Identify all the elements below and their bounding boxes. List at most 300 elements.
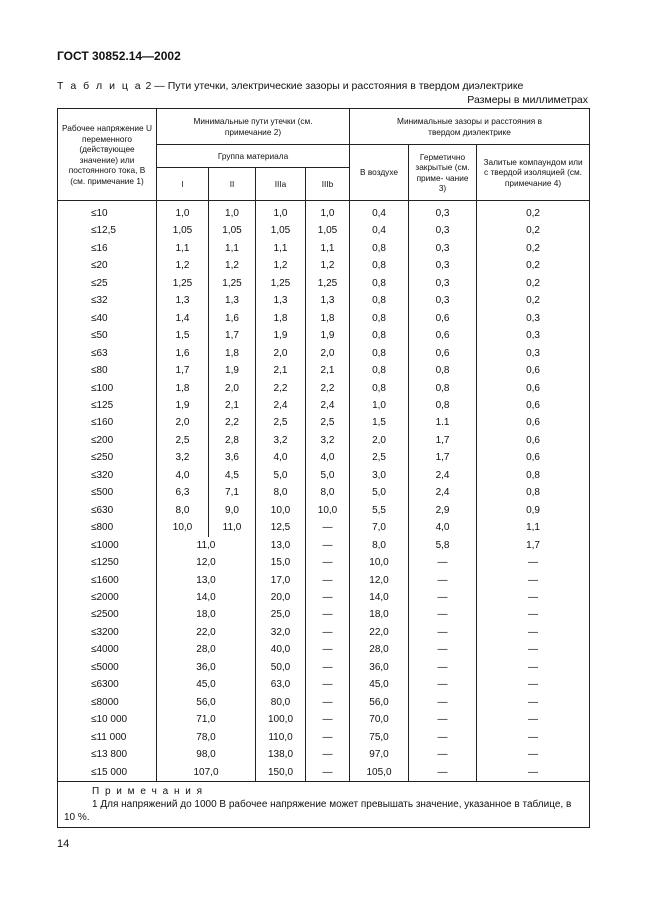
- cell-group-iiib: —: [306, 729, 350, 746]
- cell-group-i-ii: 98,0: [157, 746, 256, 763]
- cell-potted: 0,3: [477, 327, 590, 344]
- cell-group-i: 3,2: [157, 449, 209, 466]
- cell-potted: 0,3: [477, 345, 590, 362]
- caption-text: 2 — Пути утечки, электрические зазоры и расстояния в твердом диэлектрике: [142, 80, 524, 92]
- cell-voltage: ≤15 000: [58, 764, 157, 782]
- cell-sealed: 1.1: [409, 414, 477, 431]
- cell-group-iiib: —: [306, 641, 350, 658]
- cell-potted: 0,6: [477, 449, 590, 466]
- cell-group-iiia: 12,5: [256, 519, 306, 536]
- cell-group-i: 2,5: [157, 432, 209, 449]
- cell-group-iiia: 80,0: [256, 694, 306, 711]
- table-body: [58, 201, 590, 782]
- cell-sealed: —: [409, 746, 477, 763]
- table-row: [58, 519, 590, 536]
- cell-in-air: 0,4: [350, 222, 409, 239]
- cell-group-ii: 2,8: [209, 432, 256, 449]
- cell-group-i: 1,5: [157, 327, 209, 344]
- notes-block: [58, 781, 590, 827]
- creepage-clearance-table: [57, 108, 590, 828]
- cell-group-iiib: 1,25: [306, 275, 350, 292]
- cell-group-iiia: 25,0: [256, 606, 306, 623]
- cell-sealed: 2,4: [409, 467, 477, 484]
- cell-group-iiib: 1,2: [306, 257, 350, 274]
- cell-potted: 0,2: [477, 240, 590, 257]
- cell-group-iiib: 1,05: [306, 222, 350, 239]
- table-row: [58, 676, 590, 693]
- cell-sealed: 0,3: [409, 275, 477, 292]
- cell-group-i: 1,1: [157, 240, 209, 257]
- cell-group-iiib: 5,0: [306, 467, 350, 484]
- cell-in-air: 2,0: [350, 432, 409, 449]
- cell-sealed: —: [409, 589, 477, 606]
- cell-group-iiib: —: [306, 764, 350, 782]
- cell-group-ii: 1,6: [209, 310, 256, 327]
- cell-group-ii: 2,0: [209, 380, 256, 397]
- cell-voltage: ≤11 000: [58, 729, 157, 746]
- cell-group-ii: 11,0: [209, 519, 256, 536]
- cell-potted: 0,9: [477, 502, 590, 519]
- cell-group-i-ii: 14,0: [157, 589, 256, 606]
- cell-potted: —: [477, 572, 590, 589]
- table-row: [58, 467, 590, 484]
- cell-voltage: ≤320: [58, 467, 157, 484]
- cell-group-iiib: —: [306, 694, 350, 711]
- cell-voltage: ≤25: [58, 275, 157, 292]
- cell-group-iiia: 20,0: [256, 589, 306, 606]
- cell-sealed: 0,8: [409, 397, 477, 414]
- cell-group-iiib: —: [306, 519, 350, 536]
- cell-in-air: 28,0: [350, 641, 409, 658]
- cell-group-iiib: 2,2: [306, 380, 350, 397]
- header-material-group: Группа материала: [157, 145, 350, 168]
- table-row: [58, 746, 590, 763]
- cell-group-iiib: —: [306, 711, 350, 728]
- cell-potted: 0,8: [477, 467, 590, 484]
- cell-in-air: 18,0: [350, 606, 409, 623]
- cell-in-air: 22,0: [350, 624, 409, 641]
- table-row: [58, 572, 590, 589]
- cell-voltage: ≤6300: [58, 676, 157, 693]
- cell-potted: 0,2: [477, 201, 590, 223]
- cell-group-iiib: —: [306, 606, 350, 623]
- cell-group-iiia: 17,0: [256, 572, 306, 589]
- cell-group-iiia: 1,8: [256, 310, 306, 327]
- cell-group-iiib: 8,0: [306, 484, 350, 501]
- cell-group-ii: 1,25: [209, 275, 256, 292]
- cell-voltage: ≤4000: [58, 641, 157, 658]
- header-clearance: Минимальные зазоры и расстояния в твердом диэлектрике: [350, 109, 590, 145]
- cell-in-air: 0,8: [350, 257, 409, 274]
- cell-voltage: ≤250: [58, 449, 157, 466]
- cell-sealed: —: [409, 606, 477, 623]
- cell-group-i: 8,0: [157, 502, 209, 519]
- cell-group-iiia: 150,0: [256, 764, 306, 782]
- cell-voltage: ≤10: [58, 201, 157, 223]
- cell-sealed: 0,6: [409, 327, 477, 344]
- cell-in-air: 12,0: [350, 572, 409, 589]
- cell-in-air: 0,8: [350, 362, 409, 379]
- cell-group-iiib: 3,2: [306, 432, 350, 449]
- cell-potted: 0,2: [477, 292, 590, 309]
- cell-potted: —: [477, 606, 590, 623]
- cell-group-i: 1,9: [157, 397, 209, 414]
- header-group-i: I: [157, 168, 209, 201]
- cell-sealed: 1,7: [409, 432, 477, 449]
- cell-in-air: 0,8: [350, 327, 409, 344]
- cell-sealed: 4,0: [409, 519, 477, 536]
- cell-potted: 0,2: [477, 257, 590, 274]
- cell-group-iiia: 2,5: [256, 414, 306, 431]
- cell-group-ii: 1,8: [209, 345, 256, 362]
- table-row: [58, 606, 590, 623]
- cell-in-air: 0,4: [350, 201, 409, 223]
- table-row: [58, 502, 590, 519]
- cell-group-iiib: —: [306, 624, 350, 641]
- cell-group-i: 4,0: [157, 467, 209, 484]
- table-row: [58, 659, 590, 676]
- cell-group-ii: 1,05: [209, 222, 256, 239]
- cell-group-iiia: 2,4: [256, 397, 306, 414]
- cell-in-air: 97,0: [350, 746, 409, 763]
- cell-group-iiib: —: [306, 537, 350, 554]
- cell-group-iiia: 5,0: [256, 467, 306, 484]
- cell-group-ii: 2,1: [209, 397, 256, 414]
- table-row: [58, 729, 590, 746]
- header-group-iiib: IIIb: [306, 168, 350, 201]
- cell-voltage: ≤800: [58, 519, 157, 536]
- cell-sealed: —: [409, 694, 477, 711]
- cell-group-iiia: 3,2: [256, 432, 306, 449]
- table-row: [58, 449, 590, 466]
- table-row: [58, 275, 590, 292]
- caption-prefix: Т а б л и ц а: [57, 80, 143, 92]
- cell-voltage: ≤1600: [58, 572, 157, 589]
- header-in-air: В воздухе: [350, 145, 409, 201]
- table-row: [58, 380, 590, 397]
- header-group-iiia: IIIa: [256, 168, 306, 201]
- cell-group-iiia: 2,0: [256, 345, 306, 362]
- cell-voltage: ≤12,5: [58, 222, 157, 239]
- table-row: [58, 414, 590, 431]
- cell-in-air: 0,8: [350, 240, 409, 257]
- cell-group-iiib: 1,3: [306, 292, 350, 309]
- cell-voltage: ≤16: [58, 240, 157, 257]
- table-row: [58, 397, 590, 414]
- cell-sealed: —: [409, 624, 477, 641]
- cell-group-i: 1,7: [157, 362, 209, 379]
- cell-group-i: 1,4: [157, 310, 209, 327]
- cell-group-ii: 1,0: [209, 201, 256, 223]
- cell-group-i-ii: 45,0: [157, 676, 256, 693]
- cell-group-ii: 1,9: [209, 362, 256, 379]
- cell-potted: 1,7: [477, 537, 590, 554]
- cell-sealed: 0,3: [409, 222, 477, 239]
- cell-group-iiib: —: [306, 554, 350, 571]
- table-row: [58, 257, 590, 274]
- cell-in-air: 14,0: [350, 589, 409, 606]
- cell-in-air: 45,0: [350, 676, 409, 693]
- cell-group-iiia: 1,3: [256, 292, 306, 309]
- cell-potted: —: [477, 746, 590, 763]
- cell-voltage: ≤32: [58, 292, 157, 309]
- table-row: [58, 240, 590, 257]
- table-row: [58, 554, 590, 571]
- cell-voltage: ≤5000: [58, 659, 157, 676]
- cell-group-i: 1,6: [157, 345, 209, 362]
- cell-sealed: —: [409, 659, 477, 676]
- cell-group-i: 1,05: [157, 222, 209, 239]
- cell-in-air: 3,0: [350, 467, 409, 484]
- cell-sealed: 2,4: [409, 484, 477, 501]
- cell-group-iiia: 8,0: [256, 484, 306, 501]
- cell-voltage: ≤125: [58, 397, 157, 414]
- cell-group-iiib: 2,5: [306, 414, 350, 431]
- cell-in-air: 1,0: [350, 397, 409, 414]
- cell-voltage: ≤1250: [58, 554, 157, 571]
- page-number: 14: [57, 838, 70, 850]
- cell-potted: —: [477, 554, 590, 571]
- table-row: [58, 641, 590, 658]
- cell-group-iiib: —: [306, 589, 350, 606]
- cell-group-iiia: 1,1: [256, 240, 306, 257]
- cell-voltage: ≤40: [58, 310, 157, 327]
- table-row: [58, 345, 590, 362]
- cell-group-iiia: 63,0: [256, 676, 306, 693]
- cell-potted: —: [477, 694, 590, 711]
- cell-group-iiia: 50,0: [256, 659, 306, 676]
- header-voltage: Рабочее напряжение U переменного (действующее значение) или постоянного тока, В (см. примечание 1): [58, 109, 157, 201]
- cell-group-iiia: 1,05: [256, 222, 306, 239]
- cell-potted: —: [477, 676, 590, 693]
- cell-voltage: ≤100: [58, 380, 157, 397]
- cell-potted: 0,2: [477, 222, 590, 239]
- cell-group-i-ii: 78,0: [157, 729, 256, 746]
- cell-voltage: ≤3200: [58, 624, 157, 641]
- cell-group-i: 10,0: [157, 519, 209, 536]
- header-group-ii: II: [209, 168, 256, 201]
- cell-in-air: 56,0: [350, 694, 409, 711]
- cell-group-ii: 4,5: [209, 467, 256, 484]
- cell-potted: —: [477, 729, 590, 746]
- cell-sealed: 5,8: [409, 537, 477, 554]
- cell-in-air: 0,8: [350, 275, 409, 292]
- table-row: [58, 589, 590, 606]
- cell-group-iiib: —: [306, 746, 350, 763]
- table-row: [58, 310, 590, 327]
- cell-group-iiib: 4,0: [306, 449, 350, 466]
- cell-in-air: 5,0: [350, 484, 409, 501]
- cell-sealed: 0,8: [409, 380, 477, 397]
- cell-group-iiia: 1,2: [256, 257, 306, 274]
- cell-voltage: ≤200: [58, 432, 157, 449]
- table-row: [58, 694, 590, 711]
- cell-voltage: ≤1000: [58, 537, 157, 554]
- cell-group-iiia: 138,0: [256, 746, 306, 763]
- table-row: [58, 222, 590, 239]
- cell-potted: —: [477, 589, 590, 606]
- cell-group-ii: 3,6: [209, 449, 256, 466]
- table-caption: [57, 80, 523, 92]
- cell-in-air: 1,5: [350, 414, 409, 431]
- cell-group-i: 1,25: [157, 275, 209, 292]
- cell-voltage: ≤13 800: [58, 746, 157, 763]
- cell-sealed: —: [409, 572, 477, 589]
- cell-group-iiia: 110,0: [256, 729, 306, 746]
- cell-sealed: 0,3: [409, 201, 477, 223]
- cell-group-i-ii: 22,0: [157, 624, 256, 641]
- cell-group-i-ii: 11,0: [157, 537, 256, 554]
- cell-voltage: ≤50: [58, 327, 157, 344]
- cell-group-iiia: 1,25: [256, 275, 306, 292]
- cell-group-i: 1,3: [157, 292, 209, 309]
- cell-group-iiib: 2,4: [306, 397, 350, 414]
- cell-group-iiia: 2,2: [256, 380, 306, 397]
- cell-group-i-ii: 28,0: [157, 641, 256, 658]
- cell-sealed: —: [409, 764, 477, 782]
- cell-group-ii: 1,3: [209, 292, 256, 309]
- cell-group-iiia: 1,9: [256, 327, 306, 344]
- table-row: [58, 432, 590, 449]
- cell-group-iiia: 40,0: [256, 641, 306, 658]
- table-row: [58, 484, 590, 501]
- header-sealed: Герметично закрытые (см. приме- чание 3): [409, 145, 477, 201]
- cell-group-i-ii: 71,0: [157, 711, 256, 728]
- cell-potted: —: [477, 624, 590, 641]
- header-creepage: Минимальные пути утечки (см. примечание 2): [157, 109, 350, 145]
- cell-potted: 0,3: [477, 310, 590, 327]
- cell-group-i-ii: 13,0: [157, 572, 256, 589]
- cell-group-iiia: 100,0: [256, 711, 306, 728]
- cell-in-air: 75,0: [350, 729, 409, 746]
- cell-group-i: 1,2: [157, 257, 209, 274]
- cell-sealed: 0,3: [409, 240, 477, 257]
- cell-group-i: 1,0: [157, 201, 209, 223]
- cell-potted: 0,2: [477, 275, 590, 292]
- cell-group-iiib: 1,1: [306, 240, 350, 257]
- cell-group-iiia: 15,0: [256, 554, 306, 571]
- header-potted: Залитые компаундом или с твердой изоляцией (см. примечание 4): [477, 145, 590, 201]
- cell-in-air: 10,0: [350, 554, 409, 571]
- cell-group-iiia: 4,0: [256, 449, 306, 466]
- table-row: [58, 537, 590, 554]
- cell-group-iiib: 10,0: [306, 502, 350, 519]
- cell-sealed: 0,8: [409, 362, 477, 379]
- cell-voltage: ≤80: [58, 362, 157, 379]
- cell-voltage: ≤8000: [58, 694, 157, 711]
- document-id: ГОСТ 30852.14—2002: [57, 49, 181, 63]
- cell-potted: —: [477, 711, 590, 728]
- cell-in-air: 0,8: [350, 345, 409, 362]
- cell-group-iiib: 2,1: [306, 362, 350, 379]
- cell-in-air: 7,0: [350, 519, 409, 536]
- cell-sealed: —: [409, 711, 477, 728]
- cell-voltage: ≤500: [58, 484, 157, 501]
- cell-voltage: ≤2000: [58, 589, 157, 606]
- table-row: [58, 292, 590, 309]
- cell-sealed: 0,6: [409, 345, 477, 362]
- cell-group-iiib: 2,0: [306, 345, 350, 362]
- cell-voltage: ≤630: [58, 502, 157, 519]
- cell-sealed: 1,7: [409, 449, 477, 466]
- cell-sealed: —: [409, 729, 477, 746]
- cell-sealed: —: [409, 641, 477, 658]
- cell-group-iiib: —: [306, 659, 350, 676]
- cell-voltage: ≤10 000: [58, 711, 157, 728]
- cell-group-iiia: 13,0: [256, 537, 306, 554]
- cell-group-ii: 9,0: [209, 502, 256, 519]
- cell-sealed: 0,3: [409, 257, 477, 274]
- cell-group-i: 6,3: [157, 484, 209, 501]
- cell-potted: 0,8: [477, 484, 590, 501]
- cell-group-i: 1,8: [157, 380, 209, 397]
- table-row: [58, 764, 590, 782]
- cell-voltage: ≤160: [58, 414, 157, 431]
- cell-group-ii: 2,2: [209, 414, 256, 431]
- cell-potted: 0,6: [477, 397, 590, 414]
- cell-potted: —: [477, 641, 590, 658]
- cell-in-air: 105,0: [350, 764, 409, 782]
- cell-group-iiia: 10,0: [256, 502, 306, 519]
- cell-in-air: 70,0: [350, 711, 409, 728]
- notes-title: П р и м е ч а н и я: [92, 785, 204, 797]
- cell-voltage: ≤2500: [58, 606, 157, 623]
- table-row: [58, 201, 590, 223]
- cell-group-iiia: 32,0: [256, 624, 306, 641]
- cell-group-ii: 1,2: [209, 257, 256, 274]
- cell-sealed: 0,6: [409, 310, 477, 327]
- cell-group-i-ii: 107,0: [157, 764, 256, 782]
- cell-in-air: 5,5: [350, 502, 409, 519]
- table-row: [58, 327, 590, 344]
- cell-group-iiib: 1,9: [306, 327, 350, 344]
- cell-sealed: 0,3: [409, 292, 477, 309]
- cell-group-i-ii: 36,0: [157, 659, 256, 676]
- table-row: [58, 624, 590, 641]
- cell-in-air: 0,8: [350, 380, 409, 397]
- cell-voltage: ≤20: [58, 257, 157, 274]
- cell-sealed: —: [409, 676, 477, 693]
- cell-group-i: 2,0: [157, 414, 209, 431]
- cell-group-iiia: 1,0: [256, 201, 306, 223]
- cell-group-i-ii: 12,0: [157, 554, 256, 571]
- table-row: [58, 711, 590, 728]
- cell-potted: 0,6: [477, 414, 590, 431]
- cell-group-iiib: 1,8: [306, 310, 350, 327]
- cell-group-ii: 1,7: [209, 327, 256, 344]
- table-row: [58, 362, 590, 379]
- cell-group-iiia: 2,1: [256, 362, 306, 379]
- units-note: Размеры в миллиметрах: [467, 94, 588, 106]
- cell-group-iiib: 1,0: [306, 201, 350, 223]
- cell-in-air: 0,8: [350, 292, 409, 309]
- cell-group-ii: 1,1: [209, 240, 256, 257]
- cell-potted: 0,6: [477, 380, 590, 397]
- cell-group-i-ii: 56,0: [157, 694, 256, 711]
- cell-sealed: —: [409, 554, 477, 571]
- cell-potted: —: [477, 764, 590, 782]
- cell-voltage: ≤63: [58, 345, 157, 362]
- cell-group-iiib: —: [306, 572, 350, 589]
- cell-potted: 0,6: [477, 362, 590, 379]
- cell-potted: 0,6: [477, 432, 590, 449]
- cell-potted: 1,1: [477, 519, 590, 536]
- cell-sealed: 2,9: [409, 502, 477, 519]
- cell-in-air: 8,0: [350, 537, 409, 554]
- cell-group-ii: 7,1: [209, 484, 256, 501]
- cell-group-i-ii: 18,0: [157, 606, 256, 623]
- cell-in-air: 0,8: [350, 310, 409, 327]
